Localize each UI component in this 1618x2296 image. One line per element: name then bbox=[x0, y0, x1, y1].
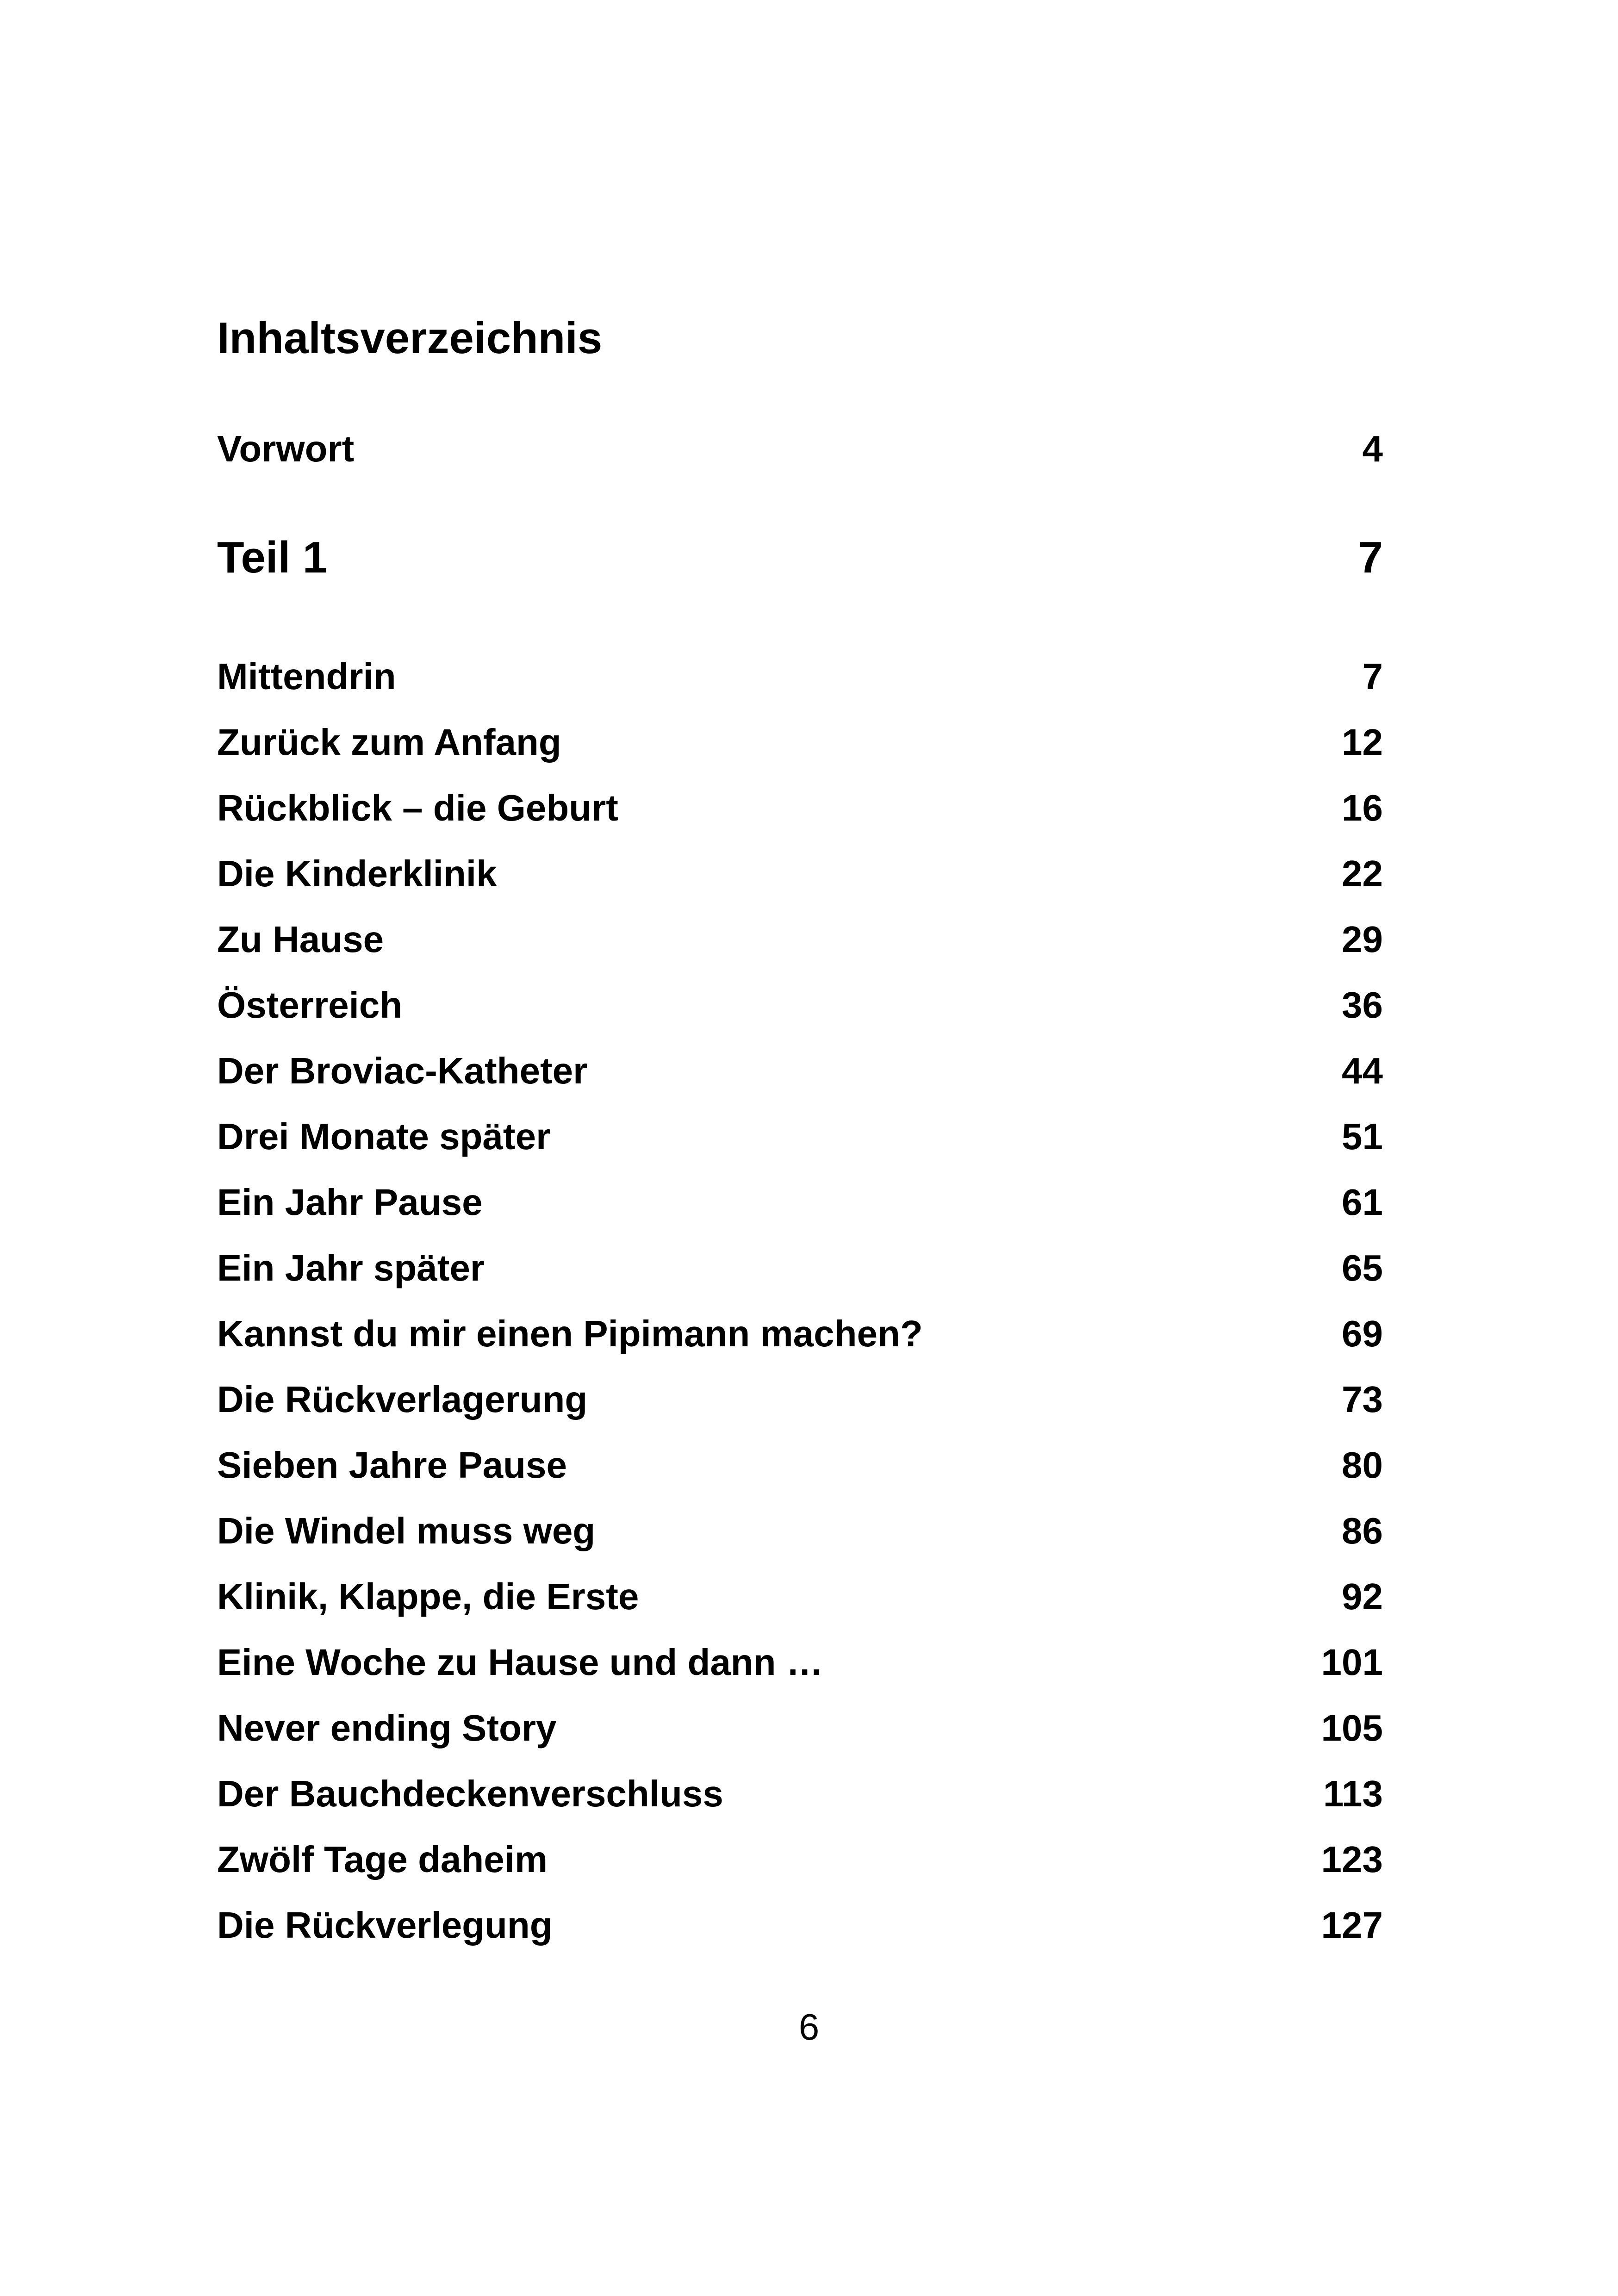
toc-entry-title: Zwölf Tage daheim bbox=[217, 1839, 548, 1880]
toc-entry-page: 12 bbox=[1342, 722, 1383, 763]
toc-part-heading bbox=[217, 535, 1383, 580]
toc-entry-page: 51 bbox=[1342, 1116, 1383, 1157]
toc-entry-page: 101 bbox=[1321, 1642, 1383, 1683]
toc-part-page: 7 bbox=[1358, 533, 1383, 582]
toc-entry bbox=[217, 921, 1383, 958]
toc-entry-page: 22 bbox=[1342, 853, 1383, 894]
toc-entry bbox=[217, 1444, 1383, 1486]
toc-entry-page: 105 bbox=[1321, 1707, 1383, 1748]
toc-entry-title: Never ending Story bbox=[217, 1707, 557, 1748]
page-number: 6 bbox=[798, 2006, 820, 2047]
toc-entry-title: Mittendrin bbox=[217, 656, 396, 697]
toc-entry bbox=[217, 1644, 1383, 1681]
toc-entry-page: 65 bbox=[1342, 1247, 1383, 1288]
toc-entry-page: 16 bbox=[1342, 787, 1383, 828]
toc-entry-title: Zu Hause bbox=[217, 919, 384, 960]
toc-entry-page: 113 bbox=[1323, 1773, 1383, 1814]
toc-heading: Inhaltsverzeichnis bbox=[217, 313, 603, 363]
toc-entry-page: 69 bbox=[1342, 1313, 1383, 1354]
toc-entry-title: Ein Jahr Pause bbox=[217, 1182, 483, 1223]
toc-entry-page: 86 bbox=[1342, 1510, 1383, 1551]
toc-entry bbox=[217, 1247, 1383, 1288]
toc-entry-title: Die Rückverlegung bbox=[217, 1904, 553, 1946]
toc-entry bbox=[217, 1512, 1383, 1549]
toc-entry-page: 61 bbox=[1342, 1182, 1383, 1223]
toc-entry-page: 36 bbox=[1342, 984, 1383, 1026]
toc-entry bbox=[217, 1707, 1383, 1748]
toc-entry-title: Österreich bbox=[217, 984, 403, 1026]
toc-entry-title: Ein Jahr später bbox=[217, 1247, 485, 1288]
toc-entry-page: 4 bbox=[1362, 428, 1383, 469]
toc-entry-page: 92 bbox=[1342, 1576, 1383, 1617]
toc-entry-preface bbox=[217, 430, 1383, 467]
toc-entry-page: 127 bbox=[1321, 1904, 1383, 1946]
toc-entry-page: 44 bbox=[1342, 1050, 1383, 1091]
toc-entry-title: Der Broviac-Katheter bbox=[217, 1050, 588, 1091]
toc-entry bbox=[217, 1184, 1383, 1221]
toc-entry bbox=[217, 724, 1383, 761]
toc-entry bbox=[217, 1381, 1383, 1418]
toc-entry bbox=[217, 1052, 1383, 1089]
toc-entry-title: Die Rückverlagerung bbox=[217, 1379, 588, 1420]
toc-entry-title: Die Windel muss weg bbox=[217, 1510, 596, 1551]
toc-entry-page: 123 bbox=[1321, 1839, 1383, 1880]
toc-entry-title: Die Kinderklinik bbox=[217, 853, 497, 894]
toc-entry-title: Rückblick – die Geburt bbox=[217, 787, 618, 828]
toc-part-title: Teil 1 bbox=[217, 533, 328, 582]
toc-entry bbox=[217, 1118, 1383, 1155]
toc-entry bbox=[217, 1315, 1383, 1352]
toc-entry-title: Zurück zum Anfang bbox=[217, 722, 561, 763]
toc-entry-title: Der Bauchdeckenverschluss bbox=[217, 1773, 723, 1814]
toc-entry-title: Vorwort bbox=[217, 428, 355, 469]
toc-entry bbox=[217, 855, 1383, 892]
toc-entry bbox=[217, 1841, 1383, 1878]
toc-entry-page: 29 bbox=[1342, 919, 1383, 960]
toc-entry bbox=[217, 1904, 1383, 1946]
toc-entry bbox=[217, 984, 1383, 1026]
toc-entry-title: Klinik, Klappe, die Erste bbox=[217, 1576, 639, 1617]
toc-entry-title: Sieben Jahre Pause bbox=[217, 1444, 567, 1486]
toc-entry bbox=[217, 658, 1383, 695]
toc-entry bbox=[217, 1578, 1383, 1615]
toc-entry-title: Drei Monate später bbox=[217, 1116, 551, 1157]
toc-entry bbox=[217, 787, 1383, 828]
toc-entry-title: Eine Woche zu Hause und dann … bbox=[217, 1642, 823, 1683]
toc-entry-page: 80 bbox=[1342, 1444, 1383, 1486]
toc-entry-page: 7 bbox=[1362, 656, 1383, 697]
toc-entry bbox=[217, 1775, 1383, 1812]
toc-entry-title: Kannst du mir einen Pipimann machen? bbox=[217, 1313, 923, 1354]
toc-entry-page: 73 bbox=[1342, 1379, 1383, 1420]
